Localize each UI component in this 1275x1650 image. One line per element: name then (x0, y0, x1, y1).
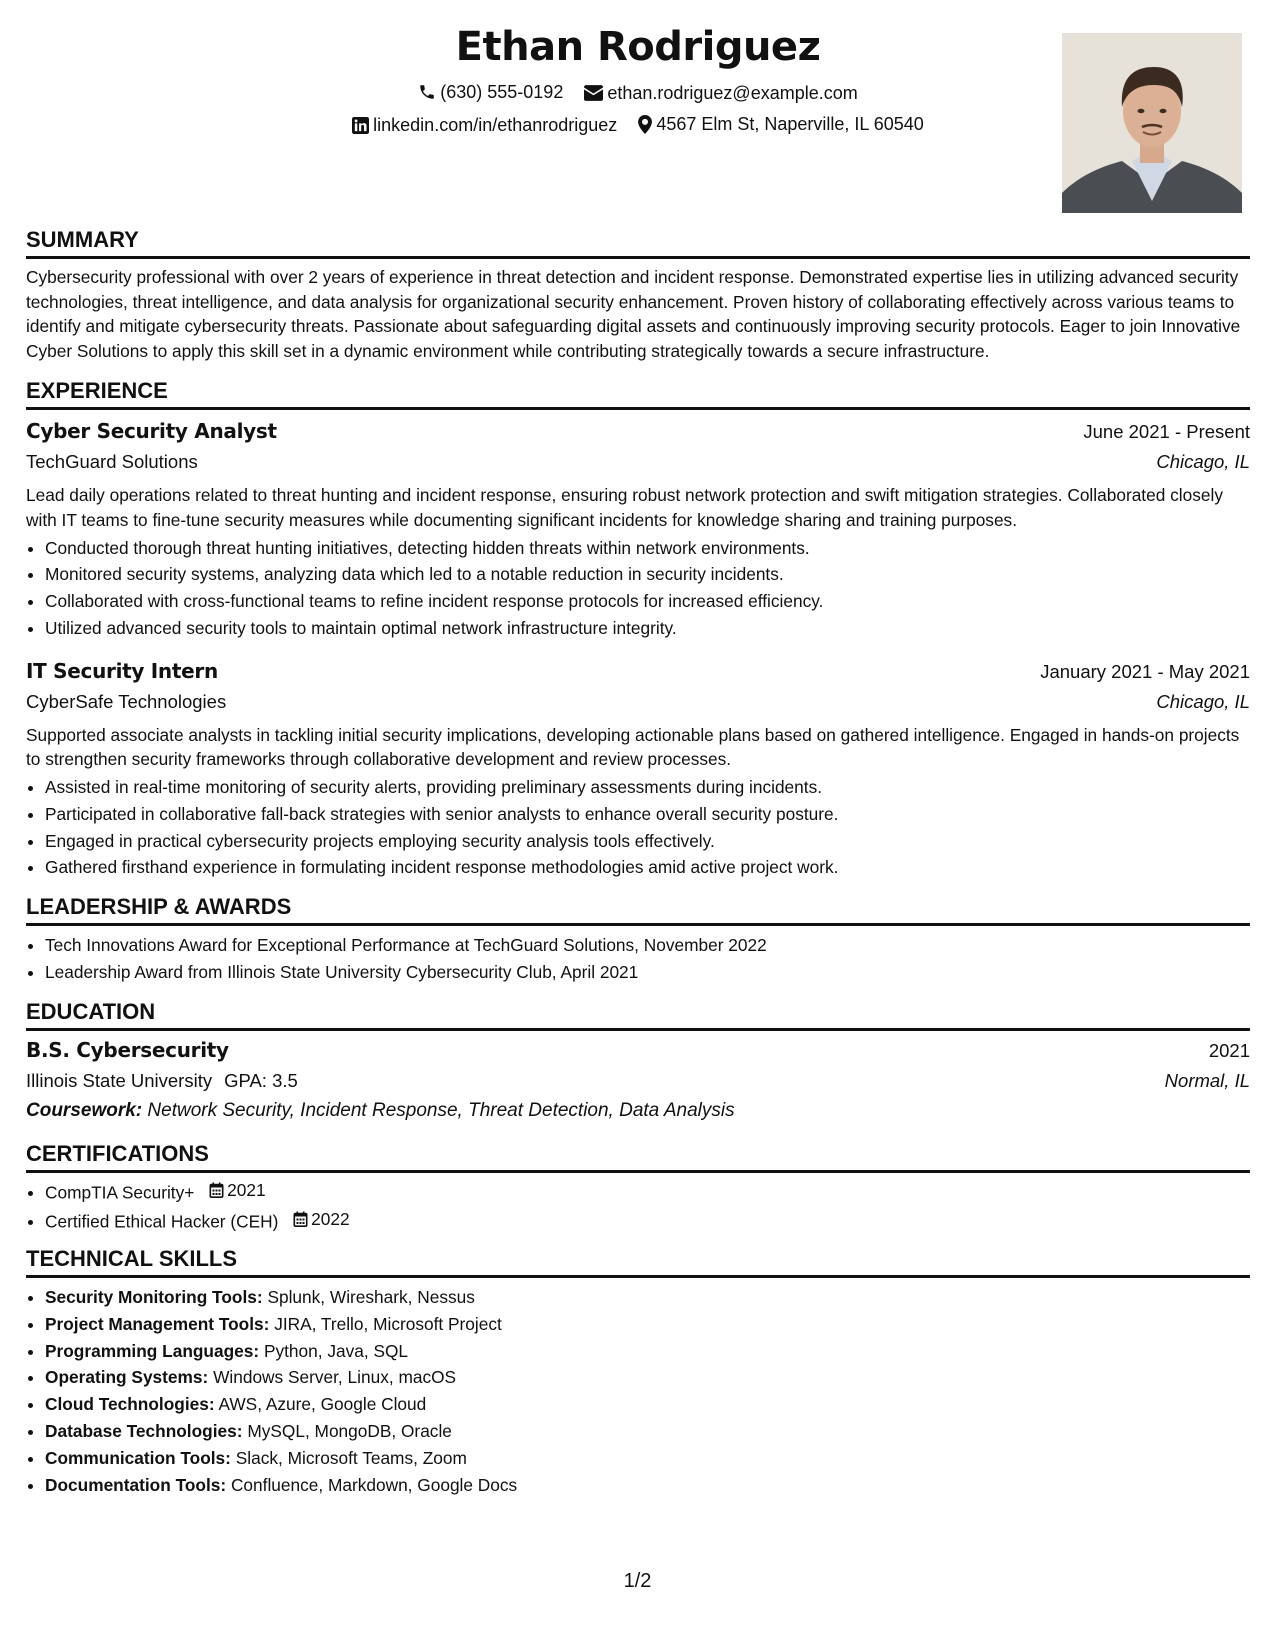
coursework-list: Network Security, Incident Response, Threat Detection, Data Analysis (147, 1099, 735, 1121)
skill-label: Programming Languages: (45, 1340, 260, 1361)
education-heading: EDUCATION (26, 998, 1250, 1031)
skill-value: Slack, Microsoft Teams, Zoom (235, 1447, 467, 1468)
experience-heading: EXPERIENCE (26, 377, 1250, 410)
education-entry (26, 1035, 1250, 1126)
email-text: ethan.rodriguez@example.com (607, 83, 858, 103)
contact-email[interactable] (584, 81, 857, 105)
skill-label: Project Management Tools: (45, 1313, 270, 1334)
calendar-icon (209, 1182, 224, 1198)
skill-item (45, 1418, 1250, 1445)
resume-page (26, 0, 1250, 1650)
skills-heading: TECHNICAL SKILLS (26, 1245, 1250, 1278)
skill-value: Python, Java, SQL (263, 1340, 409, 1361)
page-number: 1/2 (623, 1570, 652, 1592)
awards-section (26, 893, 1250, 986)
contact-phone (418, 80, 563, 104)
phone-icon (418, 83, 436, 101)
list-item: • Conducted thorough threat hunting initiatives, detecting hidden threats within network environments. (45, 535, 1250, 562)
list-item: • Leadership Award from Illinois State University Cybersecurity Club, April 2021 (45, 959, 1250, 986)
job-entry (26, 416, 1250, 641)
job-title: Cyber Security Analyst (26, 419, 277, 444)
job-dates: January 2021 - May 2021 (1040, 660, 1250, 682)
skill-item (45, 1472, 1250, 1499)
summary-section (26, 226, 1250, 363)
resume-header (26, 0, 1250, 218)
school-name: Illinois State University (26, 1069, 213, 1091)
job-location: Chicago, IL (1156, 451, 1250, 473)
cert-name: CompTIA Security+ (45, 1182, 195, 1203)
contact-address (638, 112, 924, 136)
job-entry (26, 656, 1250, 881)
gpa: GPA: 3.5 (224, 1069, 298, 1091)
cert-date (293, 1206, 349, 1233)
cert-name: Certified Ethical Hacker (CEH) (45, 1211, 279, 1232)
skill-label: Documentation Tools: (45, 1474, 227, 1495)
coursework (26, 1096, 1250, 1126)
list-item: • Tech Innovations Award for Exceptional Performance at TechGuard Solutions, November 2022 (45, 932, 1250, 959)
list-item (45, 1177, 1250, 1206)
school-line (26, 1066, 298, 1096)
skill-label: Communication Tools: (45, 1447, 231, 1468)
skill-label: Cloud Technologies: (45, 1394, 215, 1415)
envelope-icon (584, 85, 603, 101)
skill-item (45, 1338, 1250, 1365)
list-item: • Collaborated with cross-functional teams to refine incident response protocols for increased efficiency. (45, 588, 1250, 615)
address-text: 4567 Elm St, Naperville, IL 60540 (656, 114, 924, 134)
skill-value: Confluence, Markdown, Google Docs (230, 1474, 518, 1495)
skill-item (45, 1284, 1250, 1311)
job-company: TechGuard Solutions (26, 451, 198, 473)
summary-text: Cybersecurity professional with over 2 years of experience in threat detection and incident response. Demonstrated expertise lies in utilizing advanced security technologies, threat intelligence, and data analysis for organizational security enhancement. Proven history of collaborating effectively across various teams to identify and mitigate cybersecurity threats. Passionate about safeguarding digital assets and continuously improving security protocols. Eager to join Innovative Cyber Solutions to apply this skill set in a dynamic environment while contributing strategically towards a secure infrastructure. (26, 267, 1241, 361)
skill-value: JIRA, Trello, Microsoft Project (274, 1313, 502, 1334)
experience-section (26, 377, 1250, 881)
awards-list (26, 932, 1250, 986)
certifications-section (26, 1140, 1250, 1235)
skill-value: AWS, Azure, Google Cloud (218, 1394, 427, 1415)
cert-year: 2021 (227, 1179, 266, 1200)
job-description: Supported associate analysts in tackling initial security implications, developing actionable plans based on gathered intelligence. Engaged in hands-on projects to strengthen security frameworks through collaborative development and review processes. (26, 724, 1240, 770)
certifications-list (26, 1177, 1250, 1235)
list-item: • Assisted in real-time monitoring of security alerts, providing preliminary assessments during incidents. (45, 774, 1250, 801)
linkedin-icon (352, 117, 369, 134)
skill-label: Operating Systems: (45, 1367, 209, 1388)
job-description: Lead daily operations related to threat hunting and incident response, ensuring robust network protection and swift mitigation strategies. Collaborated closely with IT teams to fine-tune security measures while documenting significant incidents for knowledge sharing and training purposes. (26, 485, 1223, 530)
skill-value: Windows Server, Linux, macOS (213, 1367, 457, 1388)
cert-date (209, 1177, 265, 1204)
contact-linkedin[interactable] (352, 113, 617, 137)
coursework-label: Coursework: (26, 1099, 143, 1121)
linkedin-text: linkedin.com/in/ethanrodriguez (373, 115, 618, 135)
job-company: CyberSafe Technologies (26, 690, 227, 712)
skills-section (26, 1245, 1250, 1498)
certifications-heading: CERTIFICATIONS (26, 1140, 1250, 1173)
list-item: • Monitored security systems, analyzing data which led to a notable reduction in security incidents. (45, 561, 1250, 588)
school-location: Normal, IL (1164, 1069, 1250, 1091)
awards-heading: LEADERSHIP & AWARDS (26, 893, 1250, 926)
job-title: IT Security Intern (26, 658, 218, 683)
phone-text: (630) 555-0192 (440, 82, 564, 102)
portrait-illustration (1062, 33, 1242, 213)
summary-heading: SUMMARY (26, 226, 1250, 259)
education-section (26, 998, 1250, 1126)
skill-value: Splunk, Wireshark, Nessus (267, 1287, 475, 1308)
skill-item (45, 1445, 1250, 1472)
list-item (45, 1206, 1250, 1235)
profile-photo (1062, 33, 1242, 213)
list-item: • Utilized advanced security tools to maintain optimal network infrastructure integrity. (45, 615, 1250, 642)
skill-item (45, 1364, 1250, 1391)
graduation-year: 2021 (1208, 1039, 1250, 1061)
job-bullets (26, 535, 1250, 642)
skill-item (45, 1311, 1250, 1338)
job-dates: June 2021 - Present (1083, 421, 1250, 443)
skill-value: MySQL, MongoDB, Oracle (247, 1421, 452, 1442)
list-item: • Gathered firsthand experience in formulating incident response methodologies amid active project work. (45, 854, 1250, 881)
skill-label: Security Monitoring Tools: (45, 1287, 263, 1308)
degree: B.S. Cybersecurity (26, 1037, 229, 1062)
list-item: • Engaged in practical cybersecurity projects employing security analysis tools effectively. (45, 828, 1250, 855)
candidate-name: Ethan Rodriguez (455, 24, 821, 70)
job-bullets (26, 774, 1250, 881)
list-item: • Participated in collaborative fall-back strategies with senior analysts to enhance overall security posture. (45, 801, 1250, 828)
calendar-icon (293, 1211, 308, 1227)
skill-label: Database Technologies: (45, 1421, 243, 1442)
skills-list (26, 1284, 1250, 1498)
map-pin-icon (638, 115, 652, 134)
skill-item (45, 1391, 1250, 1418)
job-location: Chicago, IL (1156, 690, 1250, 712)
cert-year: 2022 (311, 1208, 350, 1229)
